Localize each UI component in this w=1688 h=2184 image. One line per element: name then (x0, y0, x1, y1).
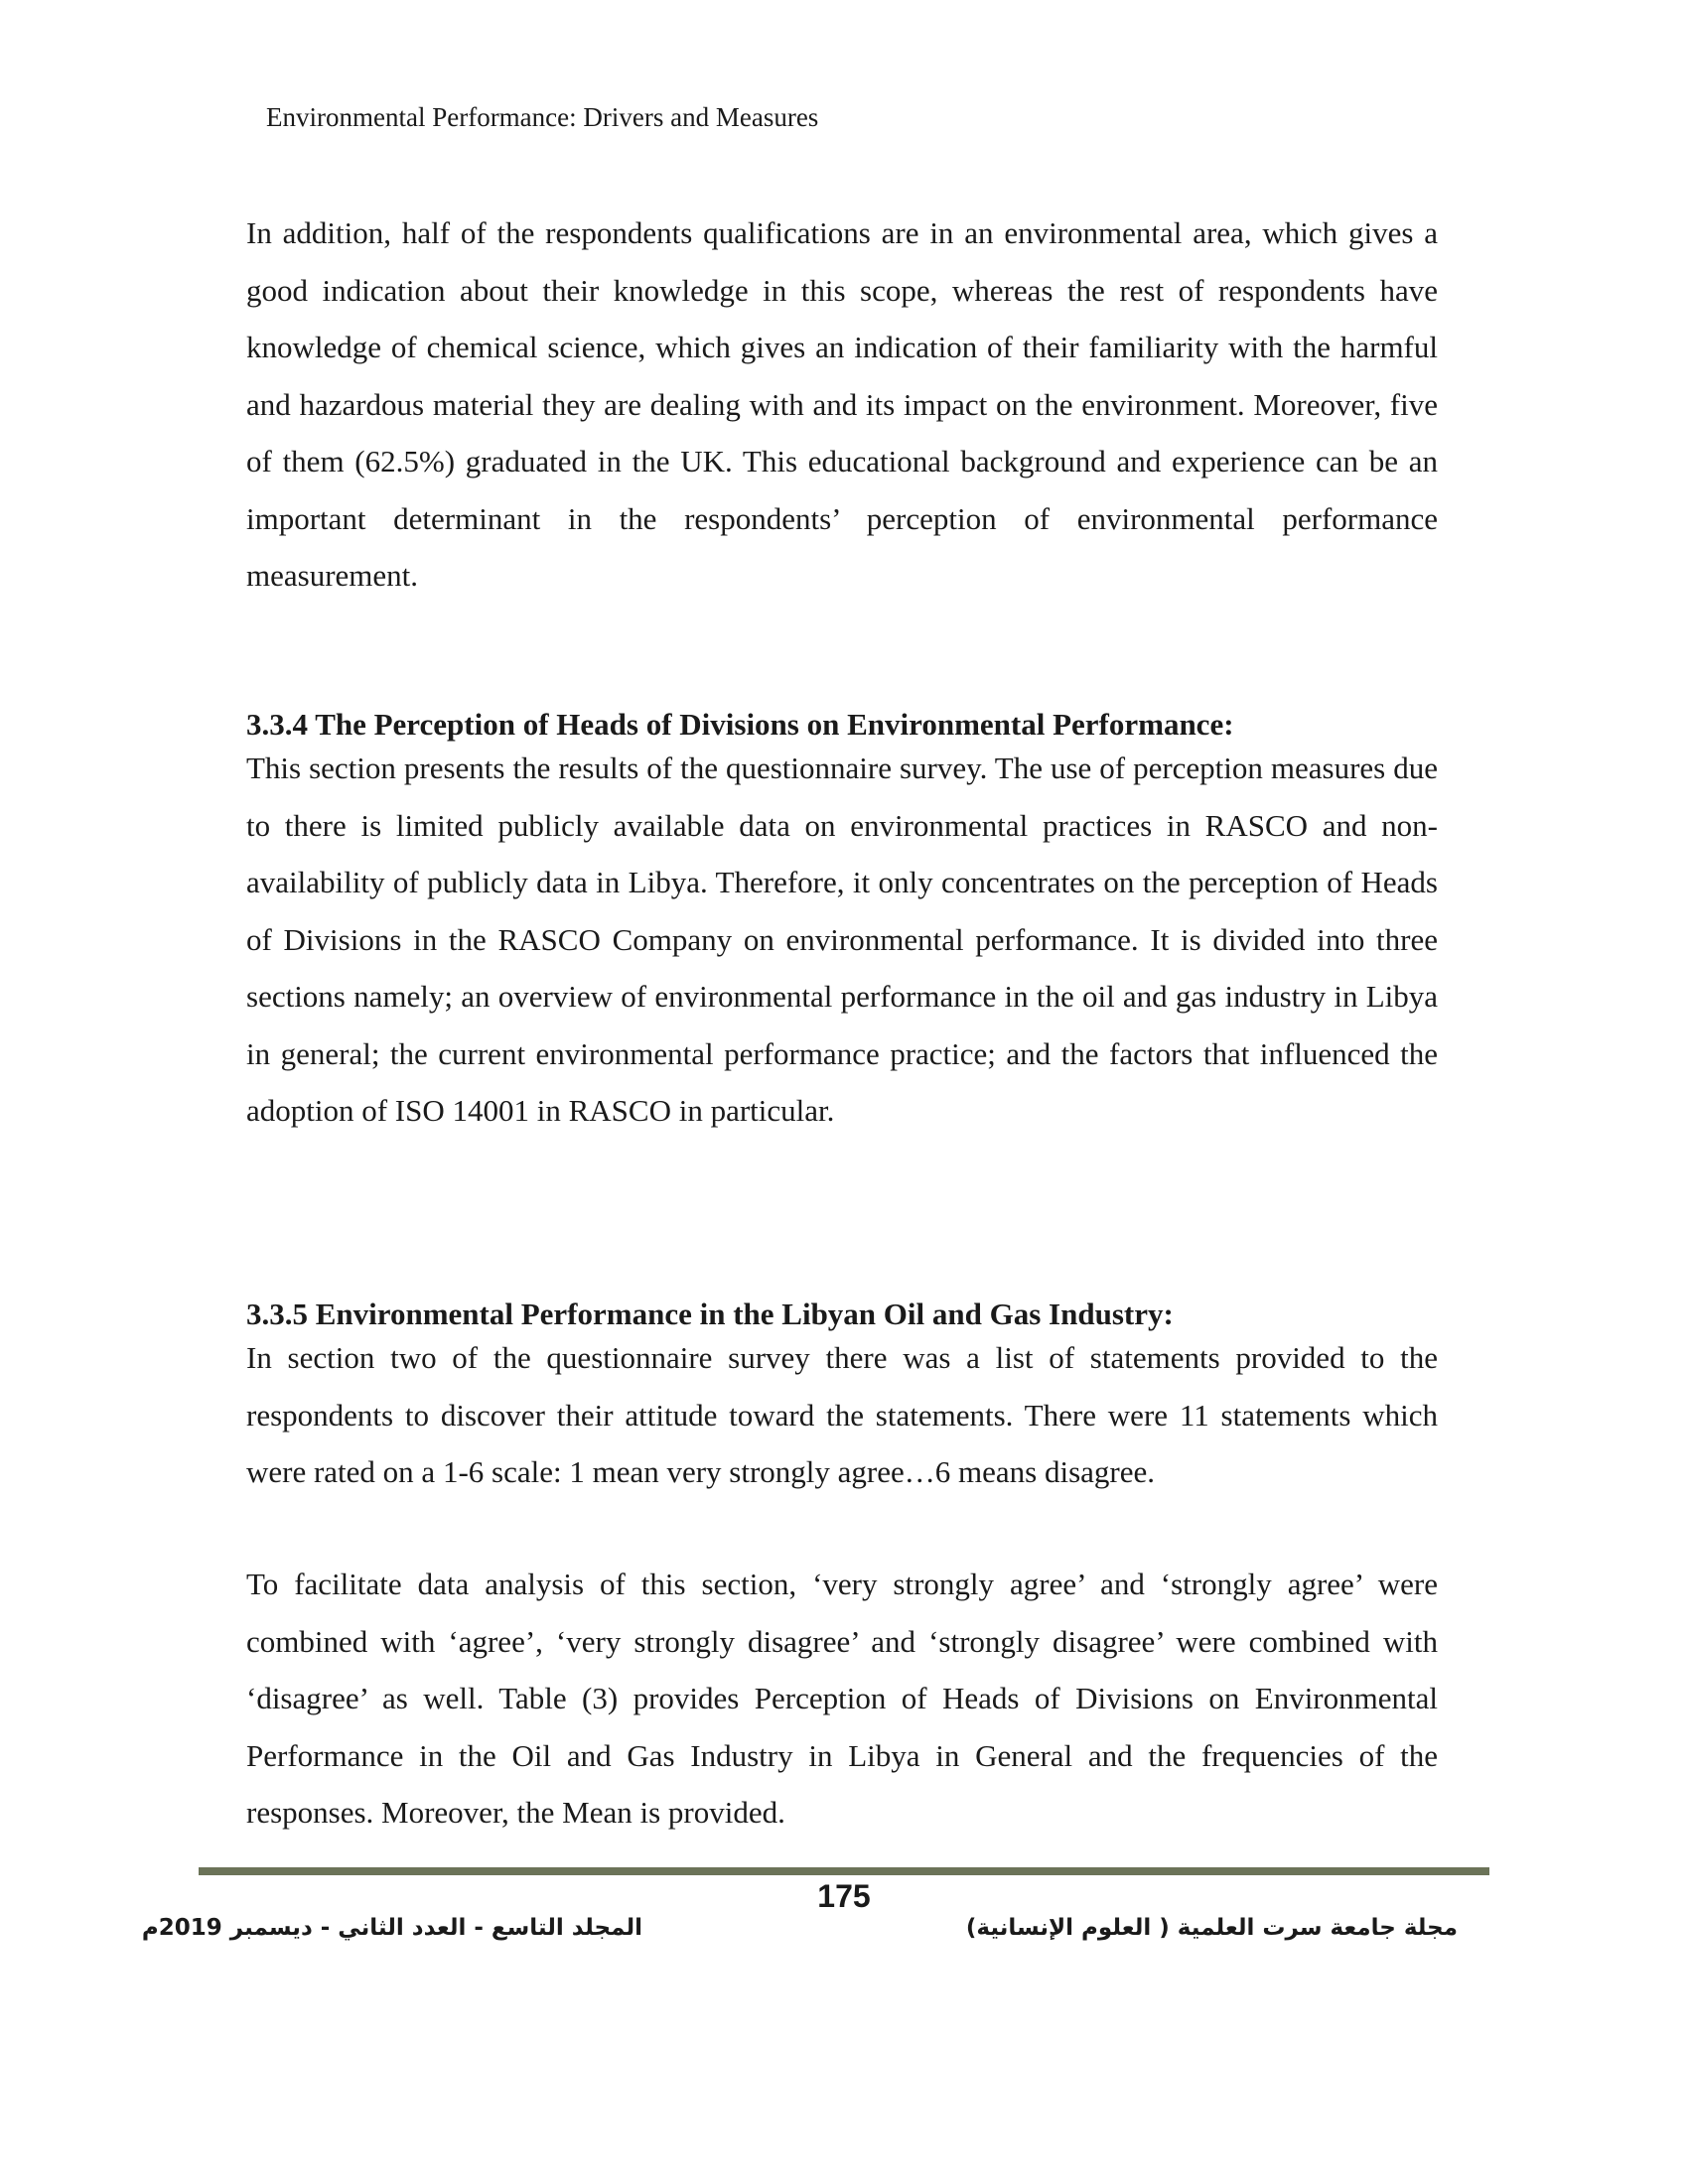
section-335-paragraph-1: In section two of the questionnaire survey there was a list of statements provided to the respondents to discover their attitude toward the statements. There were 11 statements which were rated on a 1-6 scale: 1 mean very strongly agree…6 means disagree. (246, 1340, 1438, 1489)
footer-journal-name: مجلة جامعة سرت العلمية ( العلوم الإنسانية) (965, 1915, 1458, 1941)
section-335-heading: 3.3.5 Environmental Performance in the Libyan Oil and Gas Industry: (246, 1297, 1174, 1331)
section-334-heading: 3.3.4 The Perception of Heads of Divisions on Environmental Performance: (246, 707, 1234, 742)
section-335-paragraph-2: To facilitate data analysis of this section, ‘very strongly agree’ and ‘strongly agree’ were combined with ‘agree’, ‘very strongly disagree’ and ‘strongly disagree’ were combined with ‘disagree’ as well. Table (3) provides Perception of Heads of Divisions on Environmental Performance in the Oil and Gas Industry in Libya in General and the frequencies of the responses. Moreover, the Mean is provided. (246, 1567, 1438, 1830)
section-334-paragraph: This section presents the results of the questionnaire survey. The use of perception measures due to there is limited publicly available data on environmental practices in RASCO and non-availability of publicly data in Libya. Therefore, it only concentrates on the perception of Heads of Divisions in the RASCO Company on environmental performance. It is divided into three sections namely; an overview of environmental performance in the oil and gas industry in Libya in general; the current environmental performance practice; and the factors that influenced the adoption of ISO 14001 in RASCO in particular. (246, 751, 1438, 1128)
page-number: 175 (817, 1878, 871, 1914)
intro-paragraph: In addition, half of the respondents qualifications are in an environmental area, which gives a good indication about their knowledge in this scope, whereas the rest of respondents have knowledge of chemical science, which gives an indication of their familiarity with the harmful and hazardous material they are dealing with and its impact on the environment. Moreover, five of them (62.5%) graduated in the UK. This educational background and experience can be an important determinant in the respondents’ perception of environmental performance measurement. (246, 215, 1438, 593)
footer-volume-issue: المجلد التاسع - العدد الثاني - ديسمبر 2019م (141, 1915, 642, 1941)
footer-divider (199, 1867, 1489, 1875)
running-header: Environmental Performance: Drivers and Measures (266, 102, 819, 132)
